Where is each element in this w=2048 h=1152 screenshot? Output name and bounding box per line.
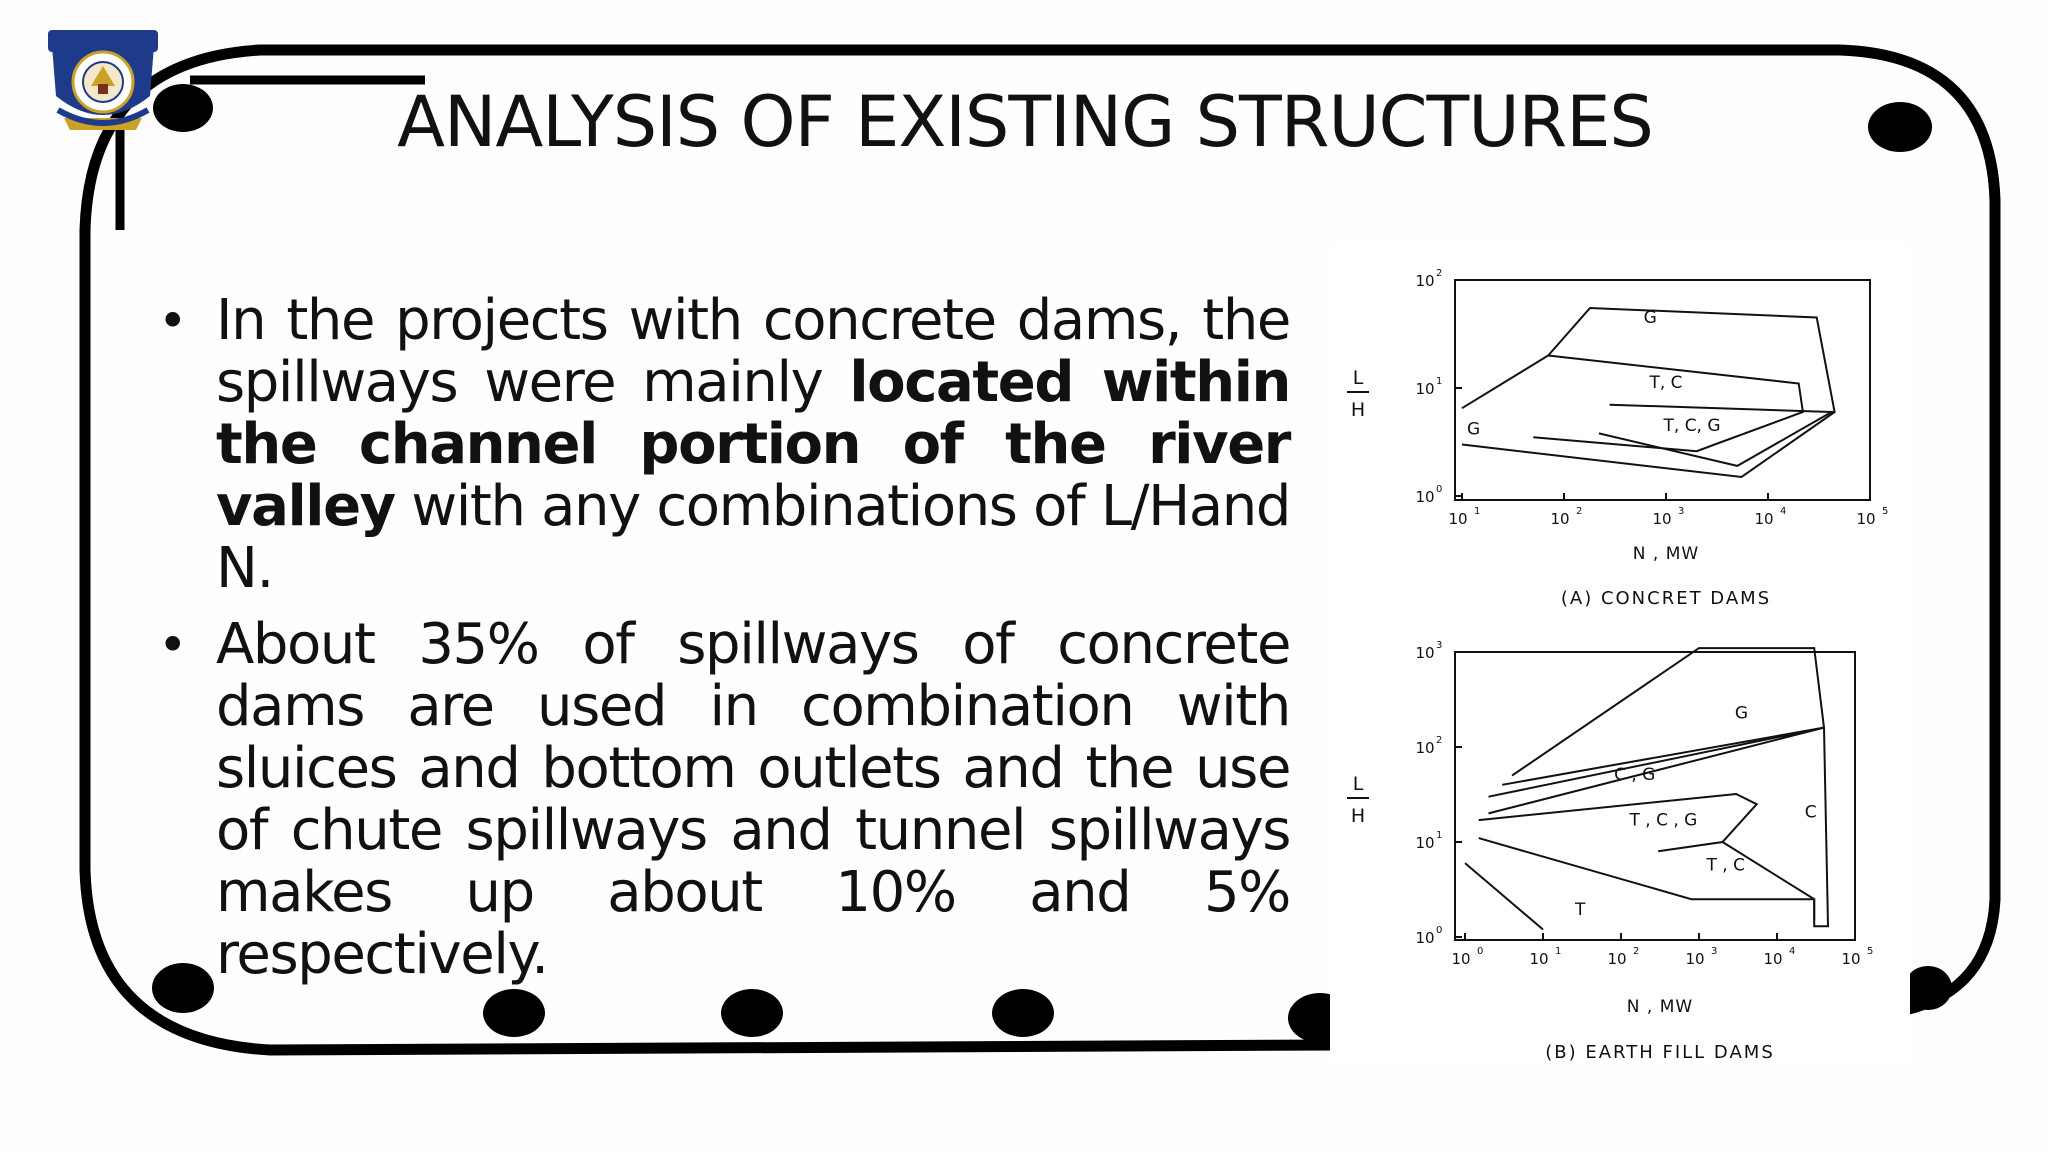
x-tick-exponent: 2 xyxy=(1633,946,1640,957)
region-label: T , C , G xyxy=(1629,810,1698,831)
y-tick-label: 10 xyxy=(1415,739,1435,757)
y-axis-label-top: L xyxy=(1352,367,1364,389)
x-tick-label: 10 xyxy=(1841,950,1861,968)
region-label: G xyxy=(1467,419,1481,440)
y-tick-label: 10 xyxy=(1415,929,1435,947)
y-tick-exponent: 0 xyxy=(1436,925,1443,936)
plot-frame xyxy=(1455,652,1855,940)
region-boundary xyxy=(1479,838,1815,920)
region-boundary xyxy=(1533,356,1803,452)
x-tick-exponent: 5 xyxy=(1882,506,1889,517)
region-label: T xyxy=(1575,900,1586,921)
x-tick-label: 10 xyxy=(1451,950,1471,968)
region-label: C xyxy=(1804,802,1817,823)
y-tick-exponent: 3 xyxy=(1436,640,1443,651)
x-tick-exponent: 3 xyxy=(1678,506,1685,517)
y-tick-exponent: 0 xyxy=(1436,484,1443,495)
slide-title: ANALYSIS OF EXISTING STRUCTURES xyxy=(397,81,1653,163)
frame-dot xyxy=(1868,102,1932,152)
frame-dot xyxy=(153,84,213,132)
y-tick-label: 10 xyxy=(1415,488,1435,506)
y-tick-label: 10 xyxy=(1415,272,1435,290)
x-tick-exponent: 4 xyxy=(1789,946,1796,957)
region-boundary xyxy=(1502,648,1824,785)
y-axis-label-bottom: H xyxy=(1350,805,1366,827)
y-axis-label-top: L xyxy=(1352,773,1364,795)
chart-concrete-dams xyxy=(1330,260,1910,630)
x-tick-exponent: 5 xyxy=(1867,946,1874,957)
x-tick-label: 10 xyxy=(1529,950,1549,968)
x-axis-label: N , MW xyxy=(1632,544,1700,564)
x-tick-label: 10 xyxy=(1550,510,1570,528)
x-tick-label: 10 xyxy=(1652,510,1672,528)
x-tick-exponent: 0 xyxy=(1477,946,1484,957)
bullet-dot-icon: • xyxy=(158,292,187,350)
bullet-item: • About 35% of spillways of concrete dams are used in combination with sluices and bottom outlets and the use of chute spillways and tunnel spillways makes up about 10% and 5% respectively. xyxy=(158,612,1290,987)
y-tick-exponent: 2 xyxy=(1436,268,1443,279)
region-label: T, C, G xyxy=(1663,415,1721,436)
chart-caption: (A) CONCRET DAMS xyxy=(1560,588,1772,609)
y-tick-label: 10 xyxy=(1415,834,1435,852)
y-tick-exponent: 2 xyxy=(1436,735,1443,746)
x-axis-label: N , MW xyxy=(1626,997,1694,1017)
region-label: C , G xyxy=(1614,764,1656,785)
x-tick-label: 10 xyxy=(1685,950,1705,968)
x-tick-label: 10 xyxy=(1763,950,1783,968)
y-tick-exponent: 1 xyxy=(1436,376,1443,387)
region-label: G xyxy=(1734,703,1749,724)
chart-earth-fill-dams xyxy=(1330,640,1910,1080)
institution-logo xyxy=(44,26,162,136)
region-boundary xyxy=(1723,728,1829,927)
frame-dot xyxy=(1904,966,1952,1010)
y-tick-label: 10 xyxy=(1415,644,1435,662)
region-boundary xyxy=(1465,863,1543,929)
bullet-dot-icon: • xyxy=(158,616,187,674)
x-tick-exponent: 2 xyxy=(1576,506,1583,517)
x-tick-label: 10 xyxy=(1754,510,1774,528)
region-boundary xyxy=(1479,794,1757,851)
x-tick-exponent: 4 xyxy=(1780,506,1787,517)
y-tick-label: 10 xyxy=(1415,380,1435,398)
bullet-item: • In the projects with concrete dams, the spillways were mainly located within the channel portion of the river valley with any combinations of L/Hand N. xyxy=(158,288,1290,601)
chart-caption: (B) EARTH FILL DAMS xyxy=(1545,1042,1775,1063)
region-boundary xyxy=(1462,308,1835,477)
x-tick-label: 10 xyxy=(1607,950,1627,968)
region-label: T, C xyxy=(1649,373,1683,393)
region-boundary xyxy=(1489,728,1825,814)
bullet-list xyxy=(150,290,1290,1000)
x-tick-label: 10 xyxy=(1448,510,1468,528)
x-tick-exponent: 1 xyxy=(1555,946,1562,957)
x-tick-label: 10 xyxy=(1856,510,1876,528)
x-tick-exponent: 1 xyxy=(1474,506,1481,517)
region-label: T , C xyxy=(1706,855,1745,876)
x-tick-exponent: 3 xyxy=(1711,946,1718,957)
y-tick-exponent: 1 xyxy=(1436,830,1443,841)
y-axis-label-bottom: H xyxy=(1350,399,1366,421)
region-label: G xyxy=(1643,307,1657,328)
